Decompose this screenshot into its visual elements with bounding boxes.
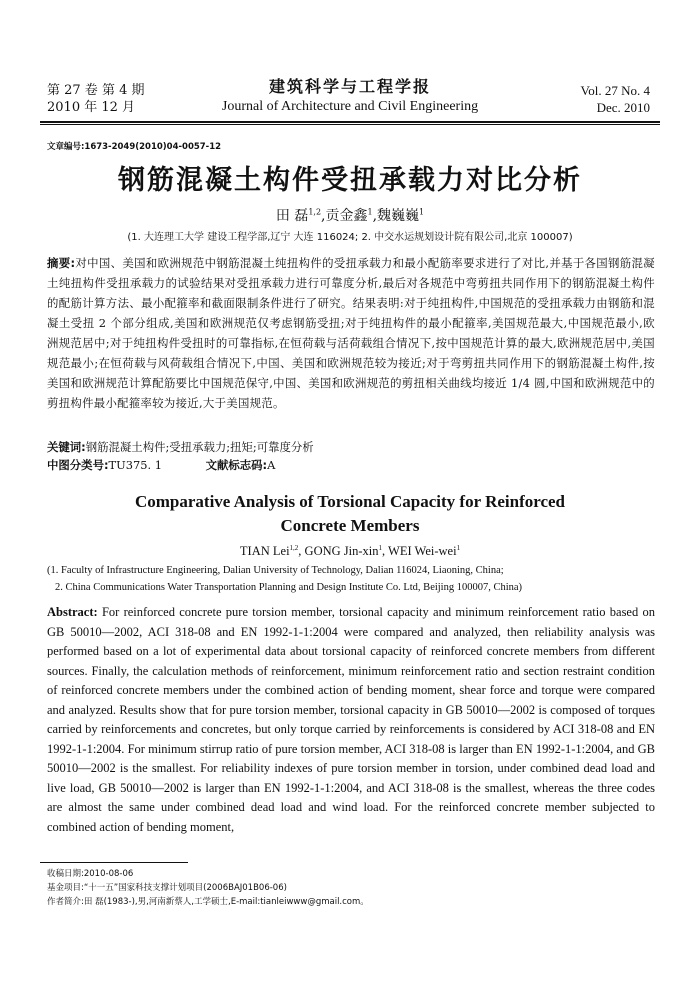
author-1-sup: 1,2	[308, 207, 322, 217]
author-3-en-sup: 1	[456, 544, 461, 552]
journal-title-en: Journal of Architecture and Civil Engineering	[221, 99, 479, 114]
clc-value: TU375. 1	[108, 458, 162, 472]
journal-issue-en	[581, 82, 650, 116]
article-number: 文章编号:1673-2049(2010)04-0057-12	[47, 142, 222, 152]
abstract-cn-label: 摘要:	[47, 256, 76, 270]
footnote-rule	[40, 862, 188, 863]
footnotes	[47, 867, 369, 909]
affiliation-en-line1: (1. Faculty of Infrastructure Engineering, Dalian University of Technology, Dalian 116024, Liaoning, China;	[47, 565, 504, 576]
fund-info: 基金项目:“十一五”国家科技支撑计划项目(2006BAJ01B06-06)	[47, 883, 287, 893]
author-1-en-sup: 1,2	[289, 544, 299, 552]
affiliation-en-line2: 2. China Communications Water Transportation Planning and Design Institute Co. Ltd, Beijing 100007, China)	[55, 582, 523, 593]
author-2-cn: ,贡金鑫	[321, 208, 368, 224]
doc-code-value: A	[267, 458, 276, 472]
author-2-en-sup: 1	[378, 544, 383, 552]
keywords-cn-text: 钢筋混凝土构件;受扭承载力;扭矩;可靠度分析	[85, 440, 314, 454]
affiliation-cn: (1. 大连理工大学 建设工程学部,辽宁 大连 116024; 2. 中交水运规划设计院有限公司,北京 100007)	[127, 232, 573, 243]
author-3-cn: ,魏巍巍	[372, 208, 420, 224]
journal-title-cn: 建筑科学与工程学报	[268, 77, 431, 96]
volume-issue-cn: 第 27 卷 第 4 期	[47, 83, 145, 98]
abstract-cn-text: 对中国、美国和欧洲规范中钢筋混凝土纯扭构件的受扭承载力和最小配筋率要求进行了对比,并基于各国钢筋混凝土纯扭构件受扭承载力的试验结果对受扭承载力进行可靠度分析,最后对各规范中弯剪扭共同作用下的钢筋混凝土构件的配筋计算方法、最小配箍率和截面限制条件进行了研究。结果表明:对于纯扭构件,中国规范的受扭承载力由钢筋和混凝土受扭 2 个部分组成,美国和欧洲规范仅考虑钢筋受扭;对于纯扭构件的最小配箍率,美国规范最大,中国规范最小,欧洲规范居中;对于纯扭构件受扭时的可靠指标,在恒荷载与活荷载组合情况下,按中国规范计算的最大,欧洲规范居中,美国规范最小;在恒荷载与风荷载组合情况下,中国、美国和欧洲规范较为接近;对于弯剪扭共同作用下的钢筋混凝土构件,按美国和欧洲规范计算配筋要比中国规范保守,中国、美国和欧洲规范的剪扭相关曲线均接近 1/4 圆,中国和欧洲规范中的剪扭构件最小配箍率较为接近,大于美国规范。	[47, 256, 655, 410]
paper-title-en-line1: Comparative Analysis of Torsional Capacity for Reinforced	[134, 492, 566, 511]
abstract-en-label: Abstract:	[47, 605, 98, 619]
abstract-cn	[47, 253, 655, 413]
header-rule-thin	[40, 124, 660, 125]
keywords-cn-label: 关键词:	[47, 440, 86, 454]
volume-issue-en: Vol. 27 No. 4	[580, 83, 650, 98]
paper-title-cn: 钢筋混凝土构件受扭承载力对比分析	[118, 165, 582, 196]
abstract-en-text: For reinforced concrete pure torsion member, torsional capacity and minimum reinforcement ratio based on GB 50010—2002, ACI 318-08 and EN 1992-1-1:2004 were compared and analyzed, then reliability analysis was performed based on a lot of experimental data about torsional capacity of reinforced concrete members from different sources. Finally, the calculation methods of reinforcement, minimum reinforcement ratio and section restraint condition of reinforced concrete members under the combined action of bending moment, shear force and torque were compared and analyzed. Results show that for pure torsion member, torsional capacity in GB 50010—2002 is composed of torques carried by reinforcements and concretes, but only torque carried by reinforcements is considered by ACI 318-08 and EN 1992-1-1:2004. For minimum stirrup ratio of pure torsion member, ACI 318-08 is larger than EN 1992-1-1:2004, and GB 50010—2002 is the smallest. For reliability indexes of pure torsion member in torsion, under combined dead load and live load, GB 50010—2002 is larger than EN 1992-1-1:2004, and ACI 318-08 is the smallest, whereas the three codes are almost the same under combined dead load and wind load. For the reinforced concrete member subjected to combined action of bending moment,	[47, 605, 655, 834]
received-date: 收稿日期:2010-08-06	[47, 869, 134, 879]
paper-title-en	[0, 490, 700, 538]
author-2-sup: 1	[367, 207, 373, 217]
authors-cn	[0, 205, 700, 225]
classification	[47, 457, 655, 473]
affiliation-en	[47, 562, 667, 596]
date-cn: 2010 年 12 月	[47, 100, 136, 115]
paper-title-en-line2: Concrete Members	[280, 516, 420, 535]
clc-label: 中图分类号:	[47, 458, 109, 472]
author-2-en: , GONG Jin-xin	[298, 544, 379, 559]
author-1-en: TIAN Lei	[239, 544, 290, 559]
author-3-en: , WEI Wei-wei	[382, 544, 457, 559]
date-en: Dec. 2010	[596, 100, 650, 115]
author-bio: 作者简介:田 磊(1983-),男,河南新蔡人,工学硕士,E-mail:tianleiwww@gmail.com。	[47, 897, 369, 907]
doc-code-label: 文献标志码:	[205, 458, 268, 472]
author-1-cn: 田 磊	[275, 208, 309, 224]
header-rule-thick	[40, 121, 660, 123]
abstract-en	[47, 603, 655, 837]
keywords-cn	[47, 439, 655, 455]
authors-en	[0, 544, 700, 559]
author-3-sup: 1	[419, 207, 425, 217]
